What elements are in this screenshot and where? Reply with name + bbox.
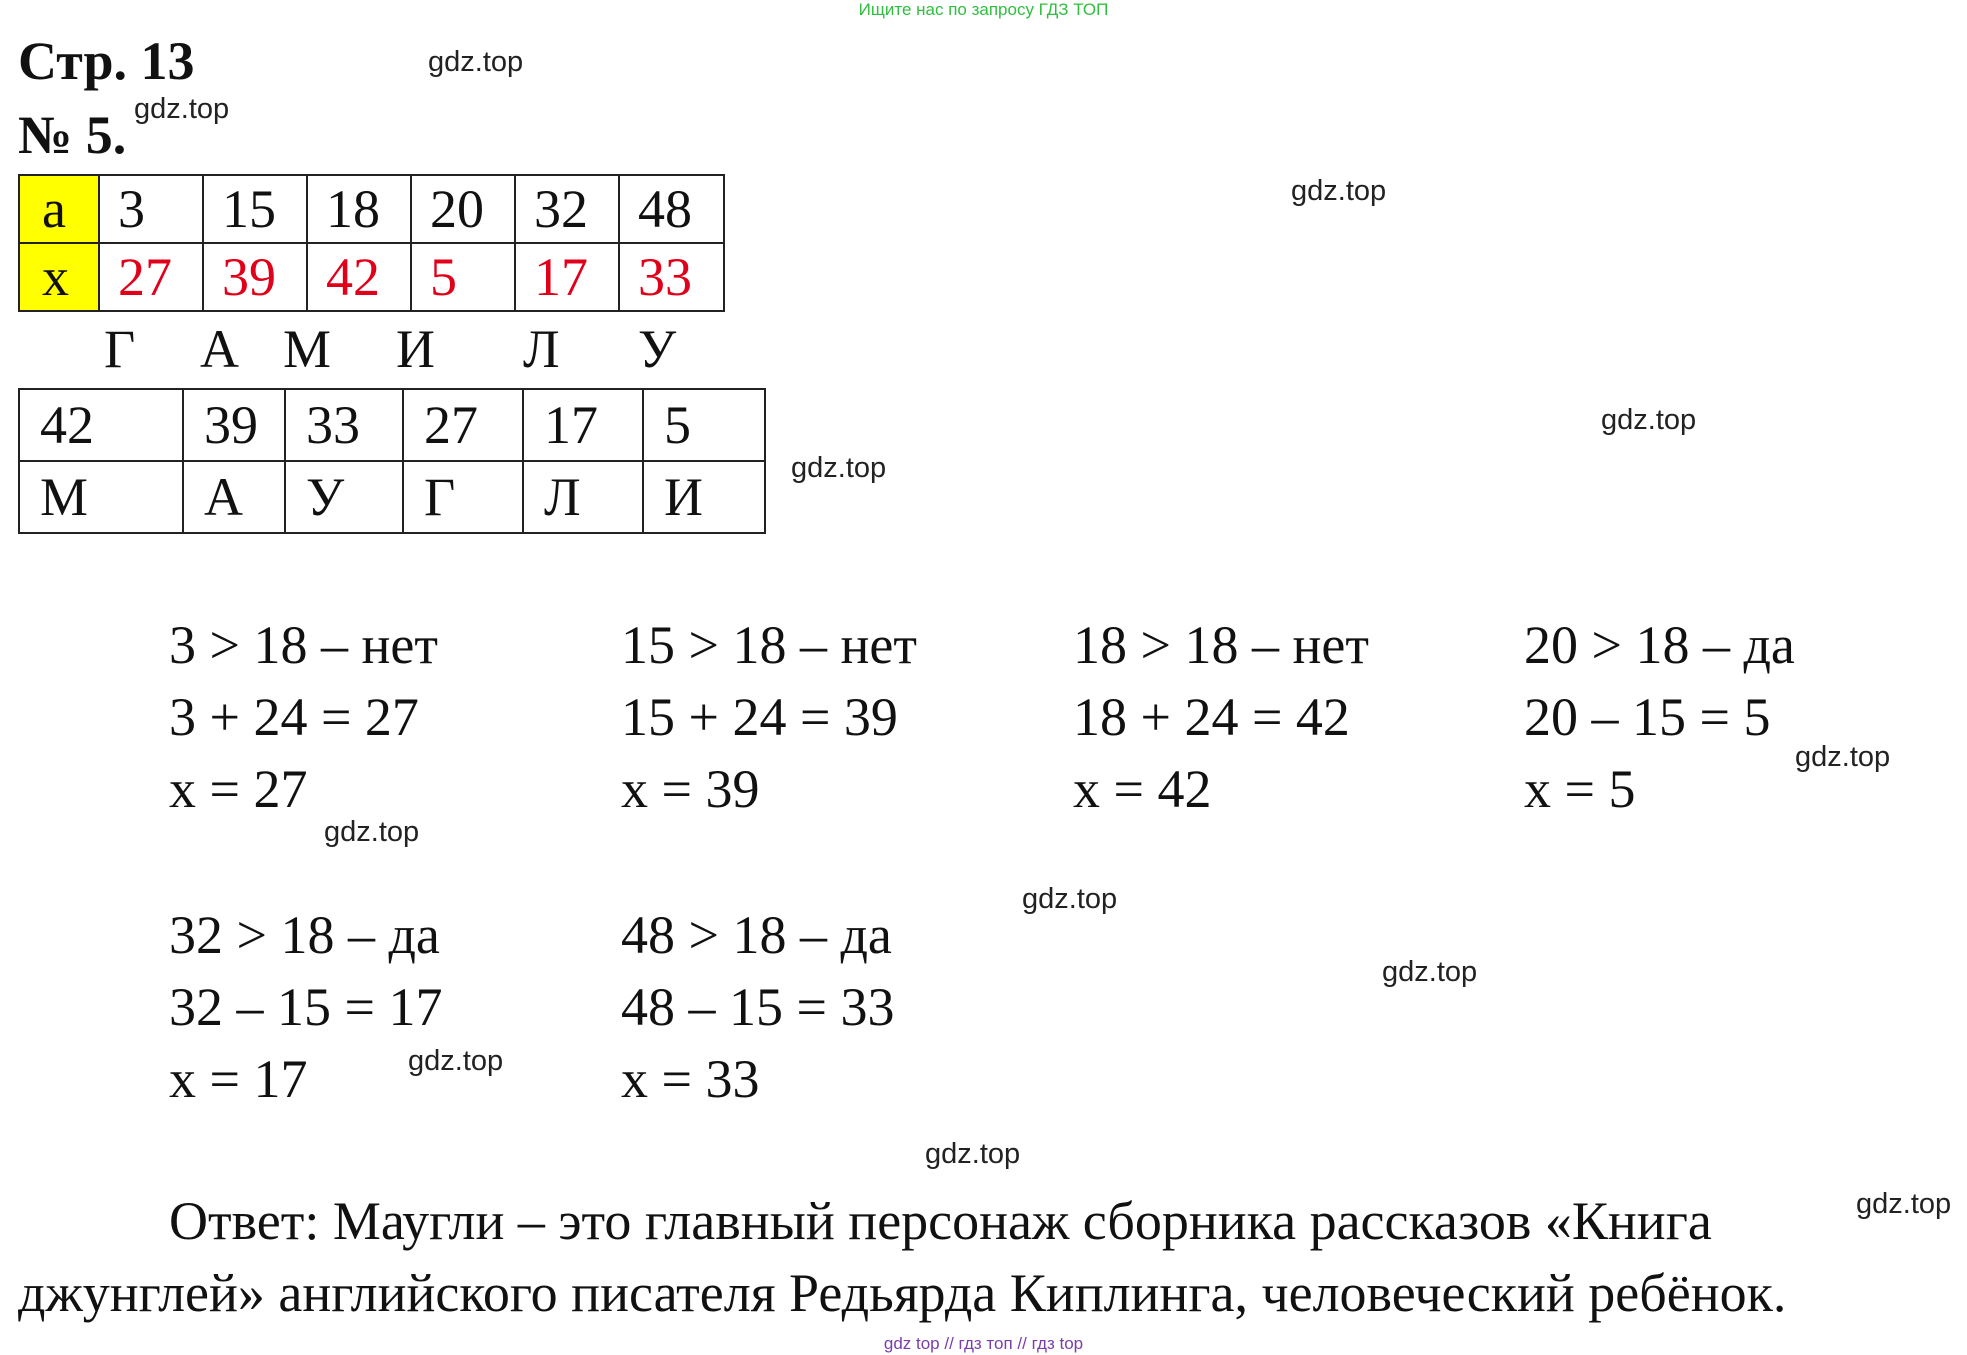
calc-line: 48 – 15 = 33: [621, 977, 895, 1037]
calc-line: х = 27: [169, 759, 308, 819]
answer-cell: 39: [203, 243, 307, 311]
row-label-x: х: [19, 243, 99, 311]
calc-line: 3 > 18 – нет: [169, 615, 438, 675]
watermark: gdz.top: [408, 1045, 504, 1077]
calc-block: [621, 609, 917, 825]
table-cell: М: [19, 461, 183, 533]
row-label-a: а: [19, 175, 99, 243]
calc-block: [1073, 609, 1369, 825]
table-cell: Г: [403, 461, 523, 533]
table-cell: 32: [515, 175, 619, 243]
letter: У: [638, 319, 677, 379]
value-table: [18, 174, 725, 312]
table-cell: У: [285, 461, 403, 533]
table-cell: А: [183, 461, 285, 533]
calc-line: х = 33: [621, 1049, 760, 1109]
answer-cell: 42: [307, 243, 411, 311]
table-cell: 20: [411, 175, 515, 243]
answer-line-2: джунглей» английского писателя Редьярда Киплинга, человеческий ребёнок.: [18, 1263, 1787, 1323]
watermark: gdz.top: [791, 452, 887, 484]
watermark: gdz.top: [1795, 741, 1891, 773]
calc-block: [621, 899, 894, 1115]
footer-link[interactable]: gdz top: [883, 1334, 940, 1353]
footer-links: [0, 1334, 1967, 1354]
watermark: gdz.top: [1022, 883, 1118, 915]
table-cell: 15: [203, 175, 307, 243]
calc-line: 32 > 18 – да: [169, 905, 440, 965]
table-cell: 17: [523, 389, 643, 461]
table-row-letters: [19, 461, 765, 533]
calc-block: [1524, 609, 1795, 825]
calc-line: 3 + 24 = 27: [169, 687, 419, 747]
table-row-a: [19, 175, 724, 243]
answer-cell: 17: [515, 243, 619, 311]
footer-link[interactable]: гдз top: [1031, 1334, 1084, 1353]
calc-line: х = 39: [621, 759, 760, 819]
calc-line: х = 5: [1524, 759, 1636, 819]
calc-line: 32 – 15 = 17: [169, 977, 443, 1037]
page-title: Стр. 13: [18, 31, 195, 91]
answer-cell: 33: [619, 243, 724, 311]
table-row-numbers: [19, 389, 765, 461]
calc-line: 20 > 18 – да: [1524, 615, 1795, 675]
watermark: gdz.top: [134, 93, 230, 125]
table-cell: Л: [523, 461, 643, 533]
watermark: gdz.top: [324, 816, 420, 848]
calc-line: 48 > 18 – да: [621, 905, 892, 965]
calc-line: 18 + 24 = 42: [1073, 687, 1350, 747]
watermark: gdz.top: [925, 1138, 1021, 1170]
table-cell: 48: [619, 175, 724, 243]
answer-cell: 27: [99, 243, 203, 311]
search-banner: Ищите нас по запросу ГДЗ ТОП: [858, 0, 1109, 19]
calc-line: х = 42: [1073, 759, 1212, 819]
watermark: gdz.top: [1601, 404, 1697, 436]
table-cell: 33: [285, 389, 403, 461]
calc-line: 18 > 18 – нет: [1073, 615, 1369, 675]
calc-line: 15 + 24 = 39: [621, 687, 898, 747]
letter: А: [200, 319, 239, 379]
letter: И: [396, 319, 435, 379]
watermark: gdz.top: [1856, 1188, 1952, 1220]
letter: М: [283, 319, 332, 379]
table-cell: 39: [183, 389, 285, 461]
table-cell: 42: [19, 389, 183, 461]
calc-line: х = 17: [169, 1049, 308, 1109]
table-cell: 27: [403, 389, 523, 461]
letter: Л: [523, 319, 560, 379]
decode-table: [18, 388, 766, 534]
table-cell: И: [643, 461, 765, 533]
letter: Г: [104, 319, 136, 379]
answer-line-1: Ответ: Маугли – это главный персонаж сборника рассказов «Книга: [169, 1191, 1712, 1251]
footer-separator: //: [1017, 1334, 1027, 1353]
calc-block: [169, 609, 438, 825]
table-cell: 3: [99, 175, 203, 243]
answer-cell: 5: [411, 243, 515, 311]
table-cell: 18: [307, 175, 411, 243]
table-row-x: [19, 243, 724, 311]
calc-block: [169, 899, 442, 1115]
watermark: gdz.top: [1382, 956, 1478, 988]
footer-separator: //: [944, 1334, 954, 1353]
watermark: gdz.top: [1291, 175, 1387, 207]
footer-link[interactable]: гдз топ: [958, 1334, 1013, 1353]
table-cell: 5: [643, 389, 765, 461]
watermark: gdz.top: [428, 46, 524, 78]
calc-line: 15 > 18 – нет: [621, 615, 917, 675]
task-number: № 5.: [18, 105, 127, 165]
calc-line: 20 – 15 = 5: [1524, 687, 1771, 747]
